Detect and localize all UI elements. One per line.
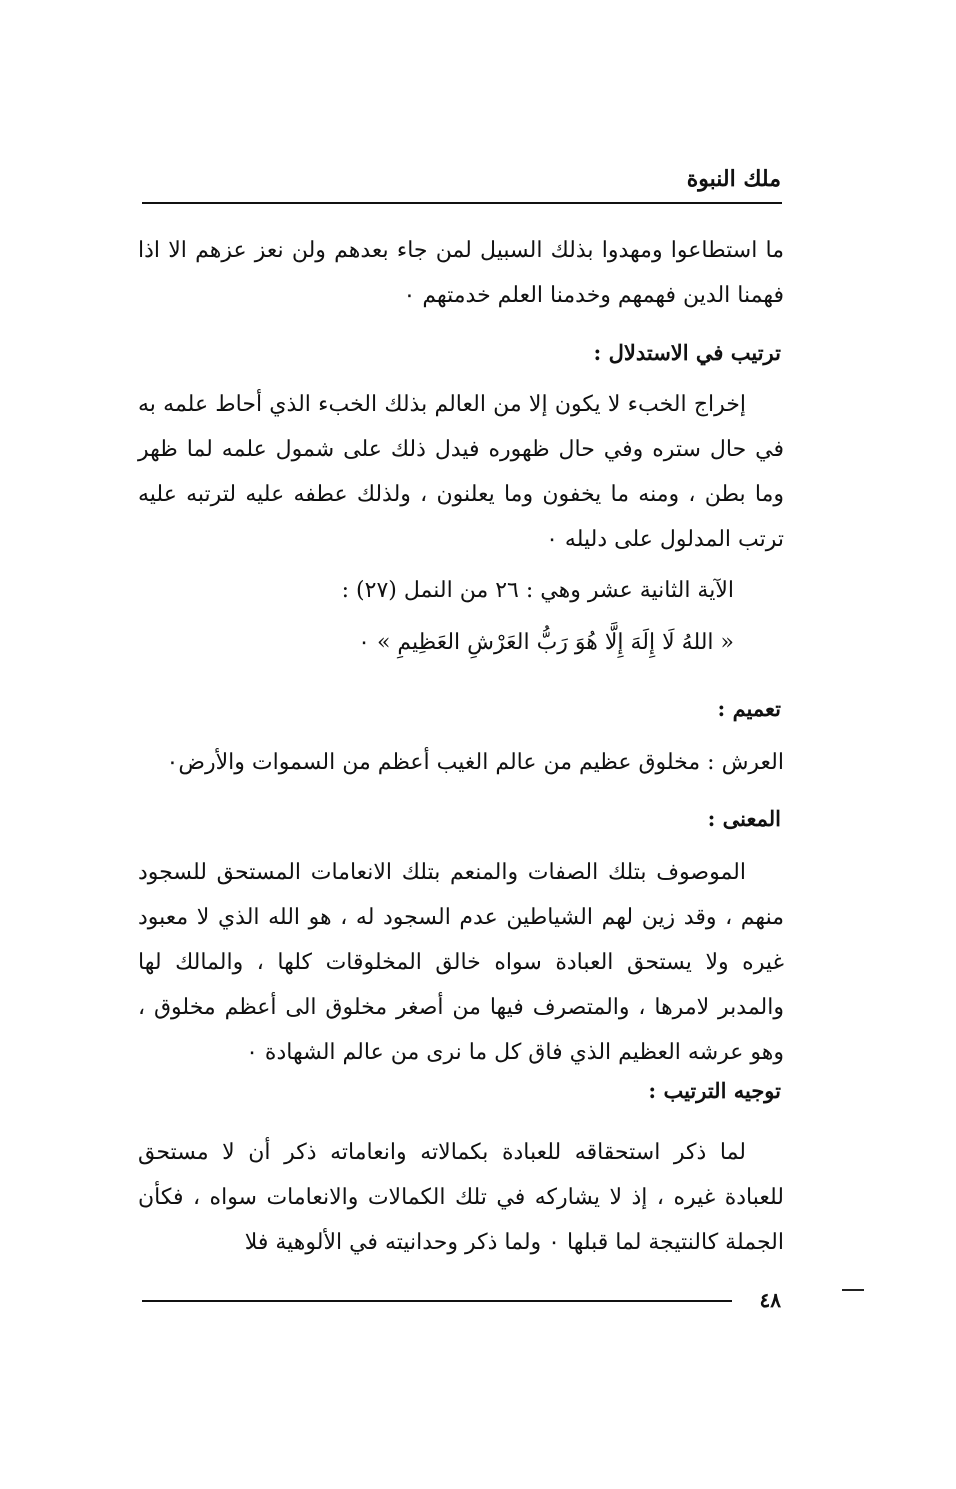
page-number: ٤٨ (759, 1288, 781, 1312)
verse-intro: الآية الثانية عشر وهي : ٢٦ من النمل (٢٧) : (341, 578, 734, 603)
paragraph-5-text: لما ذكر استحقاقه للعبادة بكمالاته وانعاماته ذكر أن لا مستحق للعبادة غيره ، إذ لا يشاركه في تلك الكمالات والانعامات سواه ، فكأن الجملة كالنتيجة لما قبلها ٠ ولما ذكر وحدانيته في الألوهية فلا (138, 1140, 784, 1255)
paragraph-3 (138, 740, 784, 785)
paragraph-1-text: ما استطاعوا ومهدوا بذلك السبيل لمن جاء بعدهم ولن نعز عزهم الا اذا فهمنا الدين فهمهم وخدمنا العلم خدمتهم ٠ (138, 238, 784, 308)
paragraph-3-text: العرش : مخلوق عظيم من عالم الغيب أعظم من السموات والأرض٠ (166, 750, 784, 775)
heading-order-explanation: توجيه الترتيب : (648, 1078, 781, 1103)
running-title: ملك النبوة (686, 166, 781, 192)
paragraph-2-text: إخراج الخبء لا يكون إلا من العالم بذلك الخبء الذي أحاط علمه به في حال ستره وفي حال ظهوره فيدل ذلك على شمول علمه لما ظهر وما بطن ، ومنه ما يخفون وما يعلنون ، ولذلك عطفه عليه لترتبه عليه ترتب المدلول على دليله ٠ (138, 392, 784, 552)
paragraph-4 (138, 850, 784, 1075)
margin-mark (842, 1289, 864, 1291)
heading-generalization: تعميم : (717, 696, 781, 721)
paragraph-4-text: الموصوف بتلك الصفات والمنعم بتلك الانعامات المستحق للسجود منهم ، وقد زين لهم الشياطين عدم السجود له ، هو الله الذي لا معبود غيره ولا يستحق العبادة سواه خالق المخلوقات كلها ، والمالك لها والمدبر لامرها ، والمتصرف فيها من أصغر مخلوق الى أعظم مخلوق ، وهو عرشه العظيم الذي فاق كل ما نرى من عالم الشهادة ٠ (138, 860, 784, 1065)
verse-text: « اللهُ لَا إِلَهَ إِلَّا هُوَ رَبُّ العَرْشِ العَظِيمِ » ٠ (358, 630, 734, 655)
header-rule (142, 202, 782, 204)
heading-meaning: المعنى : (707, 806, 781, 831)
footer-rule (142, 1300, 732, 1302)
paragraph-2 (138, 382, 784, 562)
paragraph-1 (138, 228, 784, 318)
heading-reasoning-order: ترتيب في الاستدلال : (593, 340, 781, 365)
paragraph-5 (138, 1130, 784, 1265)
